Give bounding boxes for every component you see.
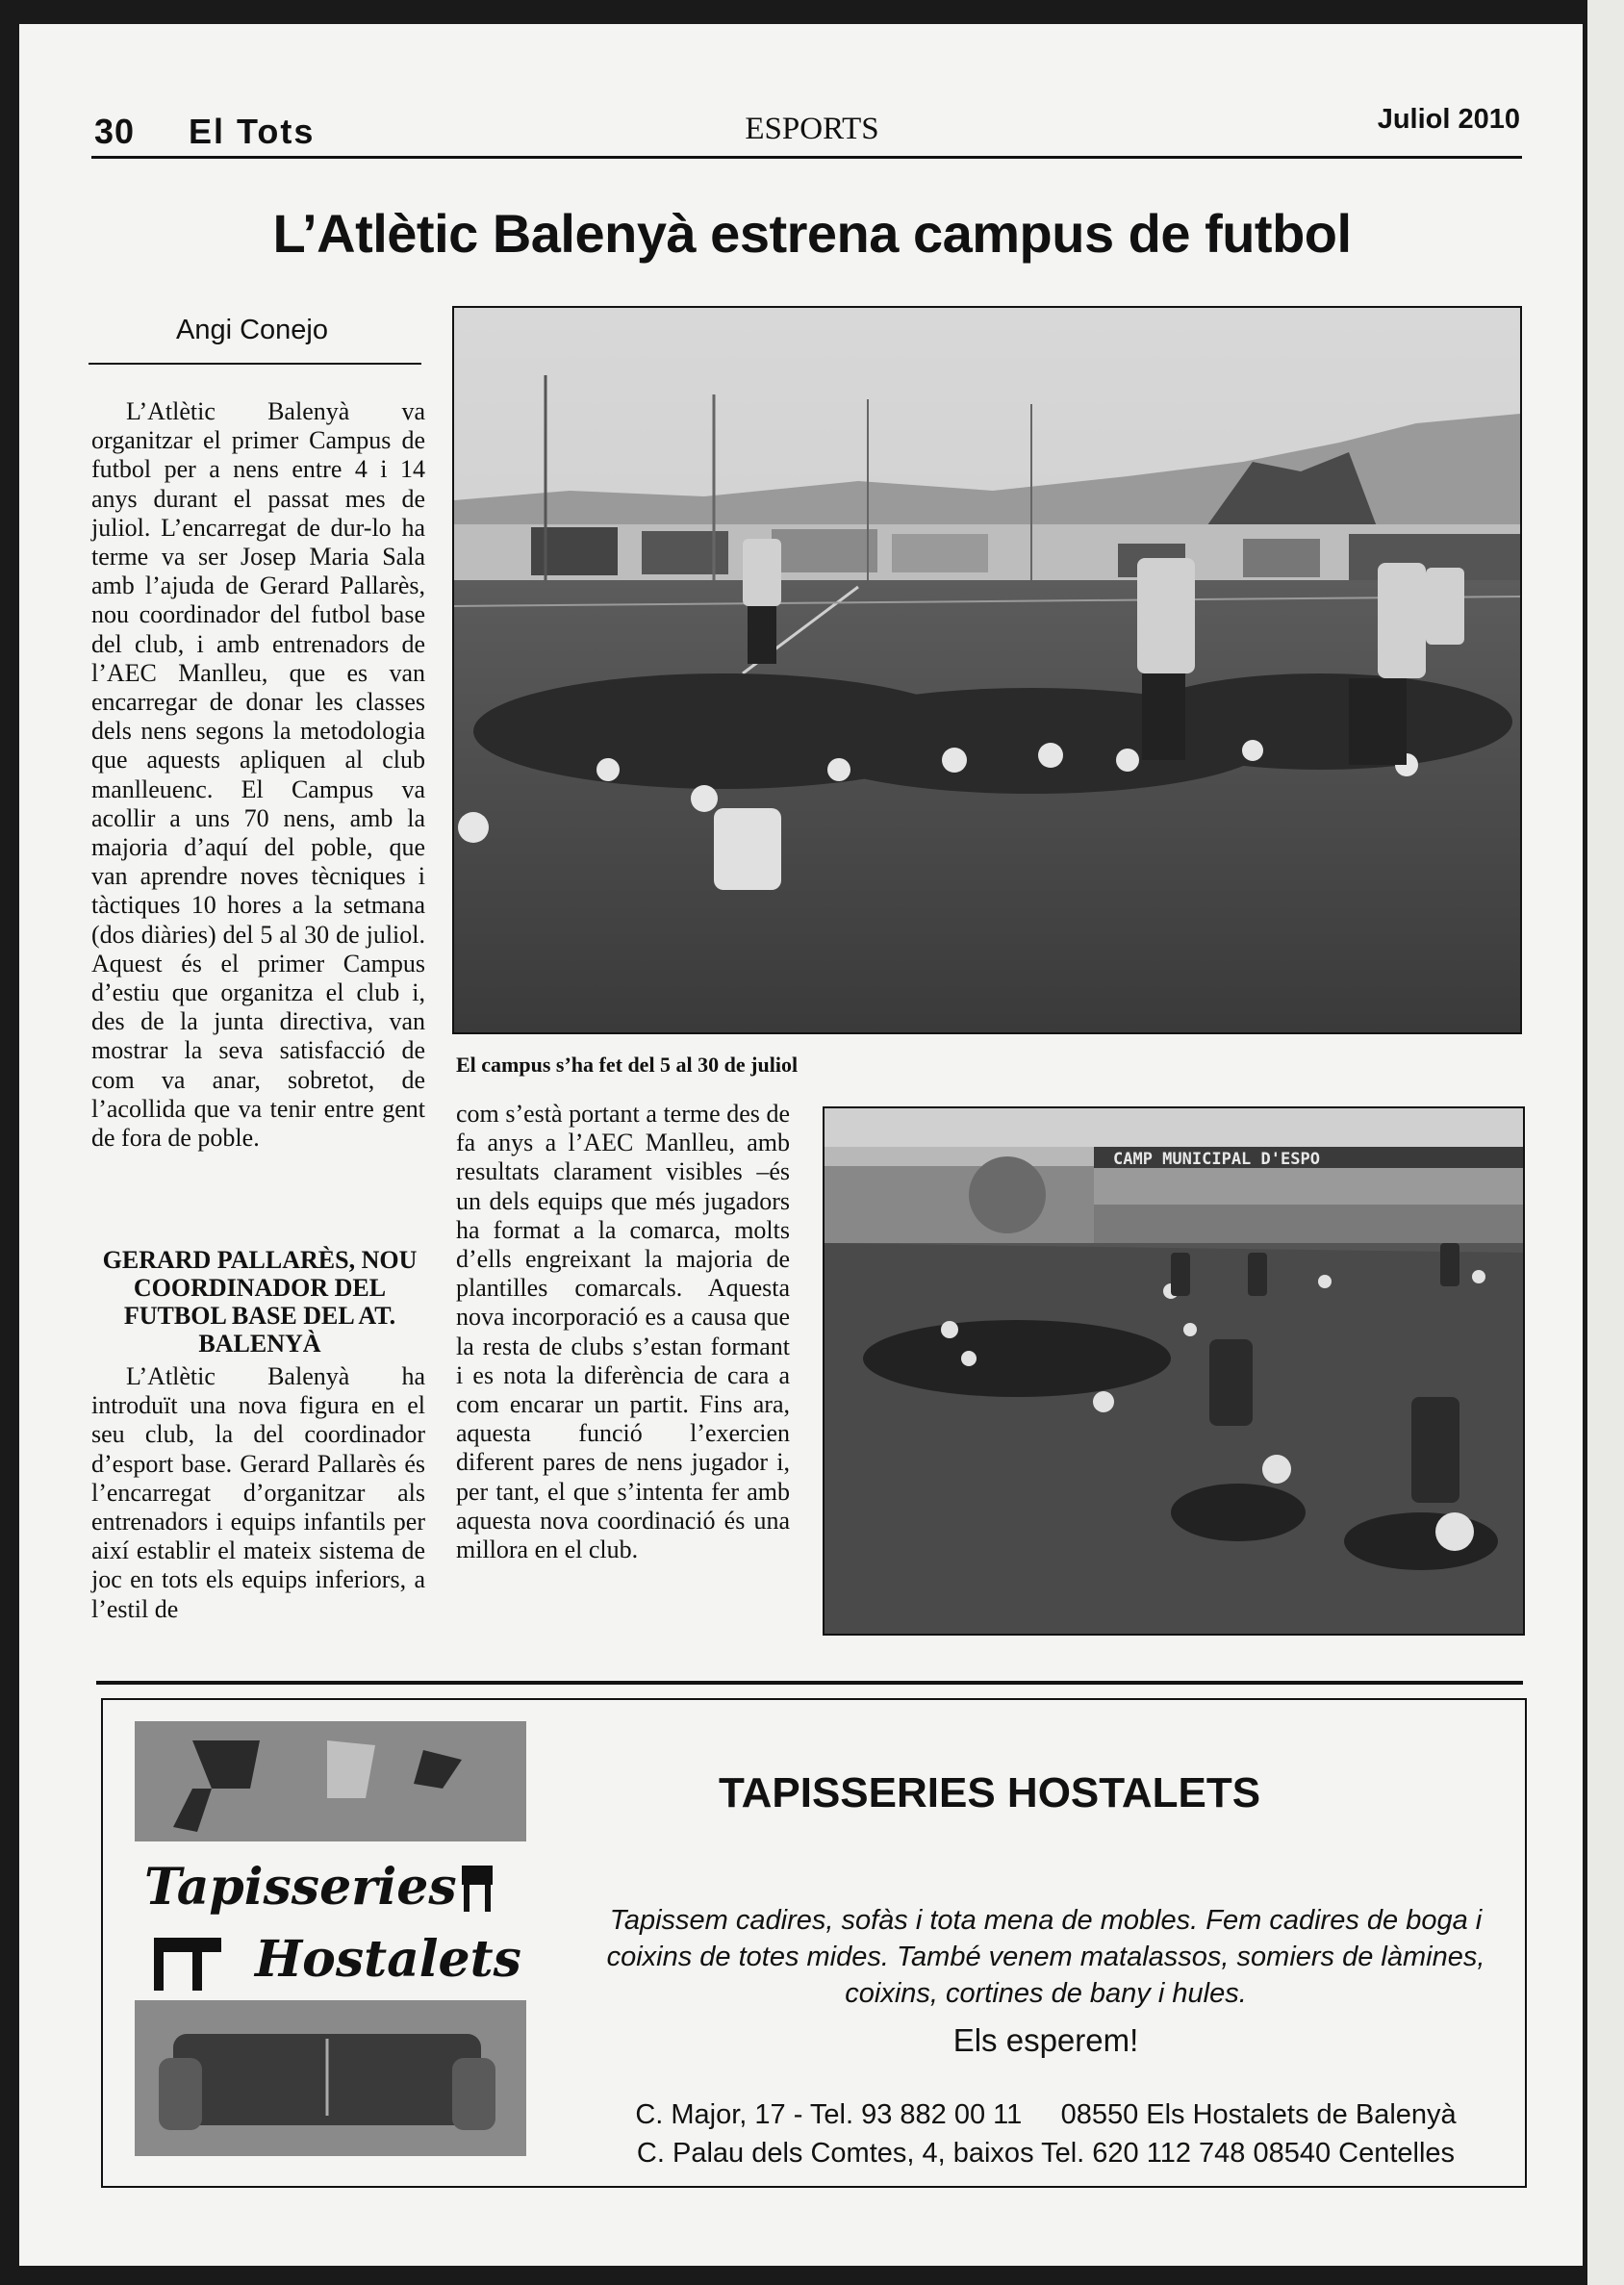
article-headline: L’Atlètic Balenyà estrena campus de futbol — [272, 203, 1352, 264]
photo-campus-group — [452, 306, 1522, 1034]
header-rule — [91, 156, 1522, 159]
ad-description: Tapissem cadires, sofàs i tota mena de mobles. Fem cadires de boga i coixins de totes mides. També venem matalassos, somiers de làmines, coixins, cortines de bany i hules. — [606, 1905, 1485, 2009]
advertisement-box — [101, 1698, 1527, 2188]
ad-separator-rule — [96, 1681, 1523, 1685]
next-page-edge — [1587, 0, 1624, 2285]
photo-caption: El campus s’ha fet del 5 al 30 de juliol — [456, 1053, 799, 1077]
ad-address-2: C. Palau dels Comtes, 4, baixos Tel. 620 112 748 08540 Centelles — [636, 2138, 1456, 2169]
article-column-1b — [91, 1362, 425, 1624]
ad-call-to-action: Els esperem! — [952, 2022, 1139, 2058]
logo-text-line1: Tapisseries — [144, 1858, 457, 1917]
section-title: ESPORTS — [745, 112, 879, 146]
byline-rule — [89, 363, 421, 365]
stadium-sign-text: CAMP MUNICIPAL D'ESPO — [1113, 1150, 1320, 1169]
photo-campus-training — [823, 1106, 1525, 1636]
page-number: 30 — [94, 112, 136, 151]
article-paragraph-2: L’Atlètic Balenyà ha introduït una nova figura en el seu club, la del coordinador d’esport base. Gerard Pallarès és l’encarregat d’organitzar als entrenadors i equips infantils per així establir el mateix sistema de joc en tots els equips inferiors, a l’estil de — [91, 1362, 425, 1623]
article-column-2 — [456, 1100, 790, 1564]
article-column-1 — [91, 397, 425, 1153]
article-subheading: GERARD PALLARÈS, NOU COORDINADOR DEL FUTBOL BASE DEL AT. BALENYÀ — [102, 1246, 418, 1358]
ad-title: TAPISSERIES HOSTALETS — [719, 1769, 1261, 1816]
ad-address-1: C. Major, 17 - Tel. 93 882 00 11 08550 Els Hostalets de Balenyà — [635, 2099, 1457, 2130]
logo-graphic — [135, 1721, 526, 2156]
logo-text-line2: Hostalets — [255, 1930, 521, 1989]
issue-date: Juliol 2010 — [1377, 104, 1520, 135]
campus-training-image — [825, 1108, 1523, 1634]
article-byline: Angi Conejo — [176, 315, 328, 345]
campus-group-image — [454, 308, 1520, 1032]
publication-name: El Tots — [189, 112, 316, 151]
article-paragraph-1: L’Atlètic Balenyà va organitzar el primer Campus de futbol per a nens entre 4 i 14 anys durant el passat mes de juliol. L’encarregat de dur-lo ha terme va ser Josep Maria Sala amb l’ajuda de Gerard Pallarès, nou coordinador del futbol base del club, i amb entrenadors de l’AEC Manlleu, que es van encarregar de donar les classes dels nens segons la metodologia que aquests apliquen al club manlleuenc. El Campus va acollir a uns 70 nens, amb la majoria d’aquí del poble, que van aprendre noves tècniques i tàctiques 10 hores a la setmana (dos diàries) del 5 al 30 de juliol. Aquest és el primer Campus d’estiu que organitza el club i, des de la junta directiva, van mostrar la seva satisfacció de com va anar, sobretot, de l’acollida que va tenir entre gent de fora de poble. — [91, 397, 425, 1153]
tapisseries-logo — [135, 1721, 526, 2156]
article-paragraph-3: com s’està portant a terme des de fa anys a l’AEC Manlleu, amb resultats clarament visibles –és un dels equips que més jugadors ha format a la comarca, molts d’ells engreixant la majoria de plantilles comarcals. Aquesta nova incorporació es a causa que la resta de clubs s’estan formant i es nota la diferència de cara a com encarar un partit. Fins ara, aquesta funció l’exercien diferent pares de nens jugador i, per tant, el que s’intenta fer amb aquesta nova coordinació és una millora en el club. — [456, 1100, 790, 1564]
